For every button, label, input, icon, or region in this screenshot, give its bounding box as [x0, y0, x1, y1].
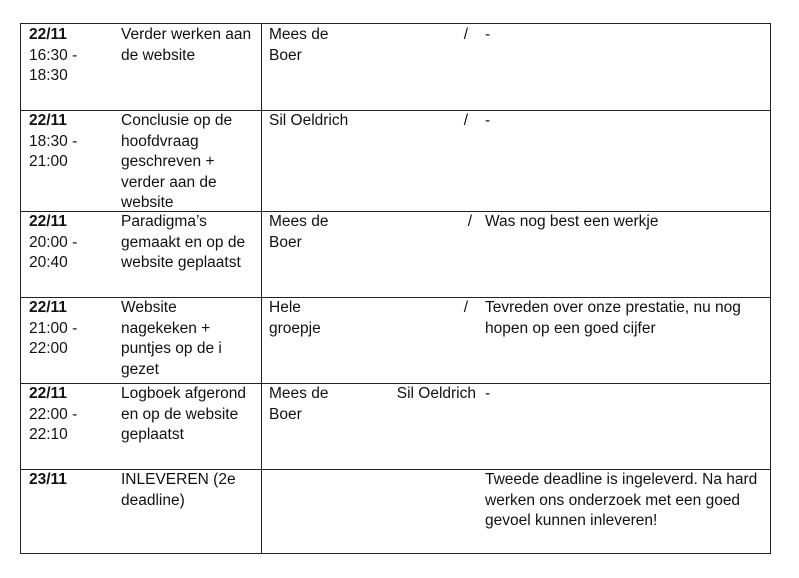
- person-cell: Mees de Boer: [269, 26, 329, 64]
- second-person-cell: /: [463, 299, 468, 316]
- date-cell: [29, 25, 115, 87]
- date: 23/11: [29, 471, 67, 488]
- date: 22/11: [29, 112, 67, 129]
- date-cell: [29, 298, 115, 360]
- date: 22/11: [29, 299, 67, 316]
- table-row: [21, 383, 770, 469]
- task-cell: Paradigma’s gemaakt en op de website geplaatst: [121, 213, 246, 271]
- second-person-cell: Sil Oeldrich: [396, 385, 476, 402]
- time-range: 20:00 - 20:40: [29, 233, 78, 271]
- date-cell: [29, 212, 115, 274]
- note-cell: Tevreden over onze prestatie, nu nog hopen op een goed cijfer: [485, 299, 741, 337]
- note-cell: Tweede deadline is ingeleverd. Na hard werken ons onderzoek met een goed gevoel kunnen inleveren!: [485, 471, 758, 529]
- note-cell: Was nog best een werkje: [485, 213, 659, 230]
- person-cell: Mees de Boer: [269, 213, 329, 251]
- person-cell: Sil Oeldrich: [269, 112, 349, 129]
- task-cell: INLEVEREN (2e deadline): [121, 471, 236, 509]
- table-row: [21, 110, 770, 211]
- logbook-table: [20, 23, 771, 554]
- date-cell: [29, 470, 115, 491]
- time-range: 21:00 - 22:00: [29, 319, 78, 357]
- table-row: [21, 24, 770, 110]
- task-cell: Conclusie op de hoofdvraag geschreven + verder aan de website: [121, 112, 233, 211]
- date: 22/11: [29, 213, 67, 230]
- person-cell: Mees de Boer: [269, 385, 329, 423]
- second-person-cell: /: [467, 213, 472, 230]
- time-range: 16:30 - 18:30: [29, 46, 78, 84]
- second-person-cell: /: [463, 26, 468, 43]
- person-cell: Hele groepje: [269, 299, 321, 337]
- time-range: 18:30 - 21:00: [29, 132, 78, 170]
- task-cell: Website nagekeken + puntjes op de i gezet: [121, 299, 222, 378]
- task-cell: Logboek afgerond en op de website geplaatst: [121, 385, 246, 443]
- table-row: [21, 297, 770, 383]
- date-cell: [29, 384, 115, 446]
- second-person-cell: /: [463, 112, 468, 129]
- date-cell: [29, 111, 115, 173]
- task-cell: Verder werken aan de website: [121, 26, 252, 64]
- note-cell: -: [485, 26, 491, 43]
- note-cell: -: [485, 385, 491, 402]
- date: 22/11: [29, 26, 67, 43]
- date: 22/11: [29, 385, 67, 402]
- time-range: 22:00 - 22:10: [29, 405, 78, 443]
- table-row: [21, 469, 770, 553]
- note-cell: -: [485, 112, 491, 129]
- table-row: [21, 211, 770, 297]
